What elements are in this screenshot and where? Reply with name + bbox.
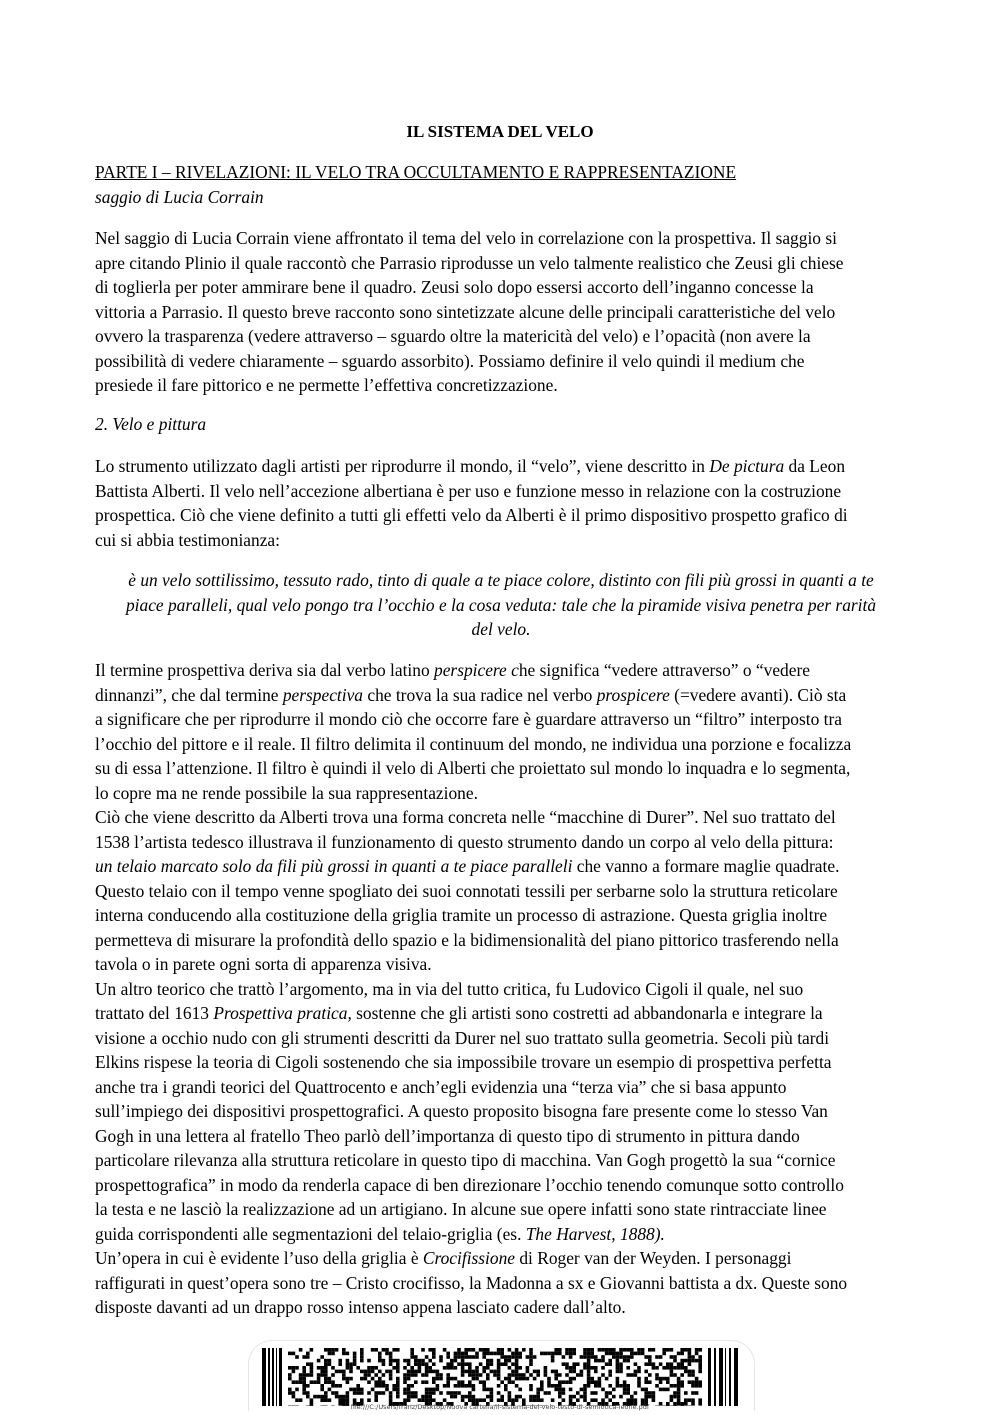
text-line: Un altro teorico che trattò l’argomento, ma in via del tutto critica, fu Ludovico Cigoli il quale, nel suo (95, 978, 804, 999)
text-line: l’occhio del pittore e il reale. Il filtro delimita il continuum del mondo, ne individua una porzione e focalizza (95, 733, 852, 754)
text-line: Lo strumento utilizzato dagli artisti per riprodurre il mondo, il “velo”, viene descritto in De pictura da Leon (95, 456, 846, 476)
text-line: la testa e ne lasciò la realizzazione ad un artigiano. In alcune sue opere infatti sono state rintracciate linee (95, 1199, 827, 1219)
text-line: prospettografica” in modo da renderla capace di ben direzionare l’occhio tenendo comunque sotto controllo (95, 1174, 844, 1195)
text-line: prospettica. Ciò che viene definito a tutti gli effetti velo da Alberti è il primo dispositivo prospetto grafico di (95, 505, 848, 525)
text-line: ovvero la trasparenza (vedere attraverso – sguardo oltre la matericità del velo) e l’opacità (non avere la (95, 326, 811, 346)
text-line: trattato del 1613 Prospettiva pratica, sostenne che gli artisti sono costretti ad abbandonarla e integrare la (95, 1003, 823, 1023)
part-heading: PARTE I – RIVELAZIONI: IL VELO TRA OCCULTAMENTO E RAPPRESENTAZIONE (95, 162, 737, 182)
quote-line: del velo. (471, 619, 531, 639)
text-line: presiede il fare pittorico e ne permette l’effettiva concretizzazione. (95, 375, 558, 395)
paragraph-velo-alberti (95, 454, 907, 552)
text-line: di toglierla per poter ammirare bene il quadro. Zeusi solo dopo essersi accorto dell’inganno concesse la (95, 277, 814, 297)
text-line: sull’impiego dei dispositivi prospettografici. A questo proposito bisogna fare presente come lo stesso Van (95, 1101, 828, 1121)
page-title: IL SISTEMA DEL VELO (406, 122, 594, 141)
text-line: permetteva di misurare la profondità dello spazio e la bidimensionalità del piano pittorico trasferendo nella (95, 929, 839, 950)
text-line: anche tra i grandi teorici del Quattrocento e anch’egli evidenzia una “terza via” che si basa appunto (95, 1076, 787, 1097)
text-line: su di essa l’attenzione. Il filtro è quindi il velo di Alberti che proiettato sul mondo lo inquadra e lo segmenta, (95, 758, 851, 778)
text-line: Un’opera in cui è evidente l’uso della griglia è Crocifissione di Roger van der Weyden. I personaggi (95, 1248, 792, 1268)
text-line: cui si abbia testimonianza: (95, 529, 280, 550)
text-line: Ciò che viene descritto da Alberti trova una forma concreta nelle “macchine di Durer”. Nel suo trattato del (95, 807, 836, 827)
text-line: guida corrispondenti alle segmentazioni del telaio-griglia (es. The Harvest, 1888). (95, 1223, 665, 1244)
text-line: 1538 l’artista tedesco illustrava il funzionamento di questo strumento dando un corpo al velo della pittura: (95, 831, 834, 852)
text-line: a significare che per riprodurre il mondo ciò che occorre fare è guardare attraverso un “filtro” interposto tra (95, 709, 842, 729)
file-path-footer: file:///C:/Users/franz/Desktop/Nuova cartella/il-sistema-del-velo-testo-di-semiotica-leone.pdf (350, 1403, 650, 1411)
section-heading: 2. Velo e pittura (95, 414, 207, 434)
byline: saggio di Lucia Corrain (95, 187, 264, 207)
text-line: Il termine prospettiva deriva sia dal verbo latino perspicere che significa “vedere attraverso” o “vedere (95, 660, 810, 680)
paragraph-prospettiva (95, 658, 907, 1320)
text-line: tavola o in parete ogni sorta di apparenza visiva. (95, 954, 432, 974)
text-line: possibilità di vedere chiaramente – sguardo assorbito). Possiamo definire il velo quindi il medium che (95, 350, 805, 371)
text-line: Battista Alberti. Il velo nell’accezione albertiana è per uso e funzione messo in relazione con la costruzione (95, 480, 842, 501)
barcode-stamp (248, 1340, 753, 1408)
text-line: apre citando Plinio il quale raccontò che Parrasio riprodusse un velo talmente realistico che Zeusi gli chiese (95, 252, 844, 273)
text-line: Elkins rispese la teoria di Cigoli sostenendo che sia impossibile trovare un esempio di prospettiva perfetta (95, 1052, 832, 1072)
alberti-quote (95, 568, 907, 642)
text-line: lo copre ma ne rende possibile la sua rappresentazione. (95, 782, 478, 803)
text-line: Questo telaio con il tempo venne spogliato dei suoi connotati tessili per serbarne solo la struttura reticolare (95, 880, 838, 901)
intro-paragraph (95, 226, 907, 398)
text-line: visione a occhio nudo con gli strumenti descritti da Durer nel suo trattato sulla geometria. Secoli più tardi (95, 1027, 830, 1048)
quote-line: è un velo sottilissimo, tessuto rado, tinto di quale a te piace colore, distinto con fili più grossi in quanti a te (128, 570, 874, 590)
quote-line: piace paralleli, qual velo pongo tra l’occhio e la cosa veduta: tale che la piramide visiva penetra per rarità (125, 594, 877, 615)
text-line: Nel saggio di Lucia Corrain viene affrontato il tema del velo in correlazione con la prospettiva. Il saggio si (95, 228, 837, 248)
text-line: disposte davanti ad un drappo rosso intenso appena lasciato cadere dall’alto. (95, 1297, 626, 1317)
text-line: vittoria a Parrasio. Il questo breve racconto sono sintetizzate alcune delle principali caratteristiche del velo (95, 301, 836, 322)
text-line: dinnanzi”, che dal termine perspectiva che trova la sua radice nel verbo prospicere (=vedere avanti). Ciò sta (95, 684, 847, 705)
text-line: Gogh in una lettera al fratello Theo parlò dell’importanza di questo tipo di strumento in pittura dando (95, 1125, 800, 1146)
text-line: raffigurati in quest’opera sono tre – Cristo crocifisso, la Madonna a sx e Giovanni battista a dx. Queste sono (95, 1272, 848, 1293)
text-line: particolare rilevanza alla struttura reticolare in questo tipo di macchina. Van Gogh progettò la sua “cornice (95, 1150, 836, 1170)
barcode-graphic (262, 1348, 740, 1406)
text-line: un telaio marcato solo da fili più grossi in quanti a te piace paralleli che vanno a formare maglie quadrate. (95, 856, 840, 876)
text-line: interna conducendo alla costituzione della griglia tramite un processo di astrazione. Questa griglia inoltre (95, 905, 828, 925)
